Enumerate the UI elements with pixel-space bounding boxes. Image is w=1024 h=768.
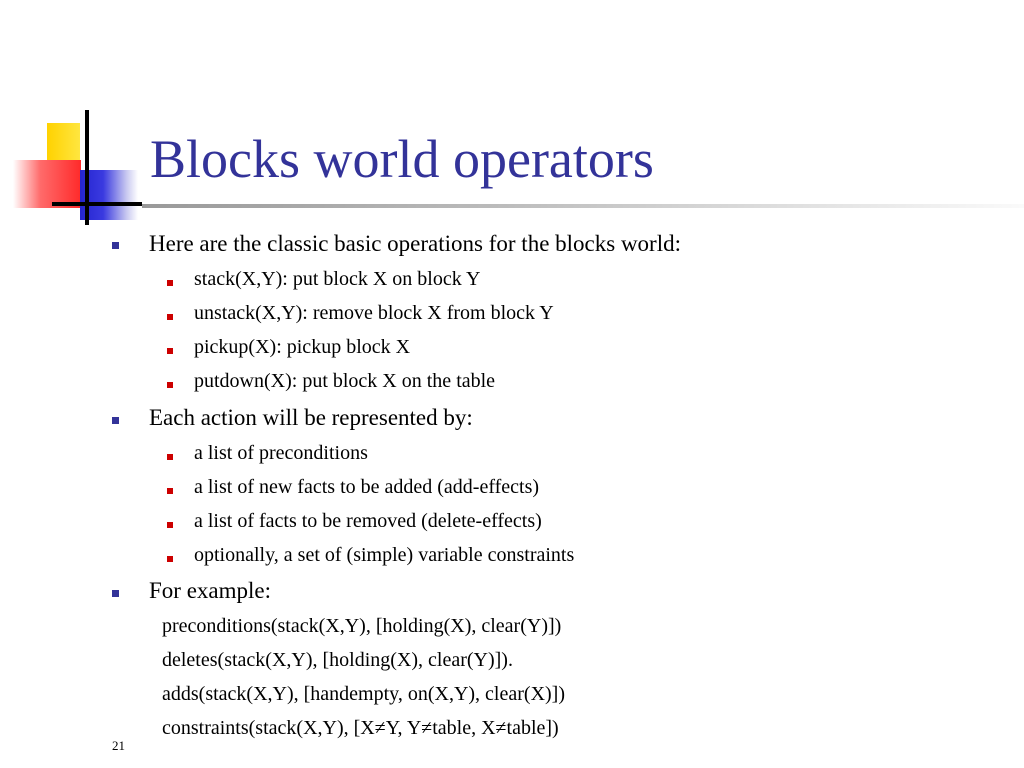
slide-title: Blocks world operators <box>150 129 654 189</box>
bullet-1: Here are the classic basic operations for the blocks world: <box>149 231 681 256</box>
sub-bullet-2-4: optionally, a set of (simple) variable constraints <box>194 544 575 566</box>
level1-bullet-icon <box>112 417 119 424</box>
page-number: 21 <box>112 738 125 753</box>
logo-red-square <box>13 160 81 208</box>
level1-bullet-icon <box>112 242 119 249</box>
sub-bullet-1-2: unstack(X,Y): remove block X from block Y <box>194 302 554 324</box>
level2-bullet-icon <box>167 522 173 528</box>
level2-bullet-icon <box>167 488 173 494</box>
example-line-2: deletes(stack(X,Y), [holding(X), clear(Y)]). <box>162 649 513 671</box>
sub-bullet-1-4: putdown(X): put block X on the table <box>194 370 496 392</box>
sub-bullet-2-1: a list of preconditions <box>194 442 368 464</box>
level2-bullet-icon <box>167 280 173 286</box>
title-underline-fade <box>142 204 1024 208</box>
sub-bullet-2-3: a list of facts to be removed (delete-effects) <box>194 510 542 532</box>
example-line-4: constraints(stack(X,Y), [X≠Y, Y≠table, X≠table]) <box>162 717 559 739</box>
sub-bullet-1-1: stack(X,Y): put block X on block Y <box>194 268 481 290</box>
example-line-3: adds(stack(X,Y), [handempty, on(X,Y), clear(X)]) <box>162 683 565 705</box>
sub-bullet-2-2: a list of new facts to be added (add-effects) <box>194 476 540 498</box>
sub-bullet-1-3: pickup(X): pickup block X <box>194 336 411 358</box>
level2-bullet-icon <box>167 348 173 354</box>
bullet-3: For example: <box>149 578 271 603</box>
level2-bullet-icon <box>167 454 173 460</box>
example-line-1: preconditions(stack(X,Y), [holding(X), clear(Y)]) <box>162 615 562 637</box>
level2-bullet-icon <box>167 314 173 320</box>
level1-bullet-icon <box>112 590 119 597</box>
bullet-2: Each action will be represented by: <box>149 405 473 430</box>
level2-bullet-icon <box>167 382 173 388</box>
title-underline-black <box>52 202 142 206</box>
logo-vertical-line <box>85 110 89 225</box>
level2-bullet-icon <box>167 556 173 562</box>
